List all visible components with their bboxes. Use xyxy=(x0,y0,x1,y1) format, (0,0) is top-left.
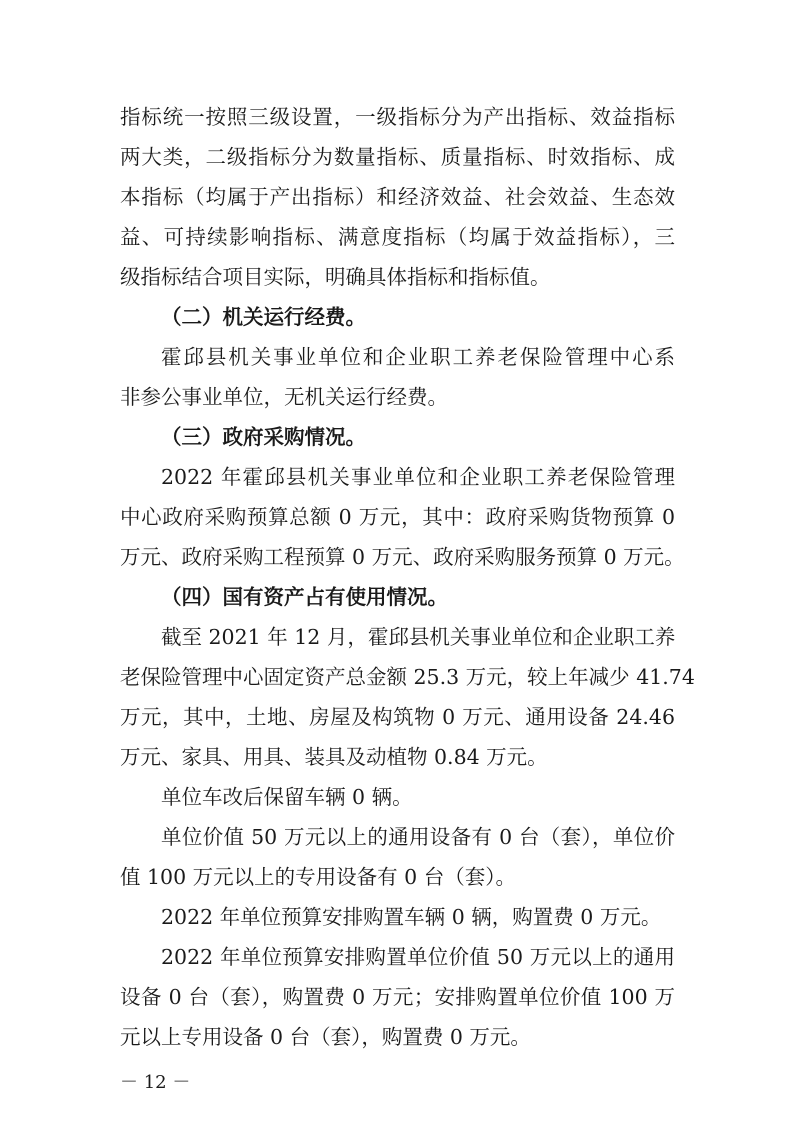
body-line: 万元、家具、用具、装具及动植物 0.84 万元。 xyxy=(120,745,548,769)
body-line: 益、可持续影响指标、满意度指标（均属于效益指标），三 xyxy=(120,225,675,249)
body-line: 设备 0 台（套），购置费 0 万元；安排购置单位价值 100 万 xyxy=(120,985,675,1009)
body-line: 单位车改后保留车辆 0 辆。 xyxy=(161,785,413,809)
body-line: 中心政府采购预算总额 0 万元，其中：政府采购货物预算 0 xyxy=(120,505,675,529)
body-line: 万元，其中，土地、房屋及构筑物 0 万元、通用设备 24.46 xyxy=(120,705,675,729)
body-line: 老保险管理中心固定资产总金额 25.3 万元，较上年减少 41.74 xyxy=(120,665,695,689)
section-heading-4: （四）国有资产占有使用情况。 xyxy=(161,585,448,609)
body-line: 2022 年单位预算安排购置车辆 0 辆，购置费 0 万元。 xyxy=(161,905,662,929)
body-line: 2022 年霍邱县机关事业单位和企业职工养老保险管理 xyxy=(161,465,675,489)
body-line: 元以上专用设备 0 台（套），购置费 0 万元。 xyxy=(120,1025,531,1049)
body-line: 级指标结合项目实际，明确具体指标和指标值。 xyxy=(120,265,551,289)
body-line: 单位价值 50 万元以上的通用设备有 0 台（套），单位价 xyxy=(161,825,675,849)
section-heading-3: （三）政府采购情况。 xyxy=(161,425,366,449)
body-line: 指标统一按照三级设置，一级指标分为产出指标、效益指标 xyxy=(120,105,675,129)
body-line: 万元、政府采购工程预算 0 万元、政府采购服务预算 0 万元。 xyxy=(120,545,685,569)
body-line: 本指标（均属于产出指标）和经济效益、社会效益、生态效 xyxy=(120,185,675,209)
section-heading-2: （二）机关运行经费。 xyxy=(161,305,366,329)
page-number: － 12 － xyxy=(120,1072,191,1093)
body-line: 霍邱县机关事业单位和企业职工养老保险管理中心系 xyxy=(161,345,675,369)
body-line: 两大类，二级指标分为数量指标、质量指标、时效指标、成 xyxy=(120,145,675,169)
body-line: 截至 2021 年 12 月，霍邱县机关事业单位和企业职工养 xyxy=(161,625,676,649)
body-line: 2022 年单位预算安排购置单位价值 50 万元以上的通用 xyxy=(161,945,675,969)
body-line: 值 100 万元以上的专用设备有 0 台（套）。 xyxy=(120,865,516,889)
body-line: 非参公事业单位，无机关运行经费。 xyxy=(120,385,448,409)
